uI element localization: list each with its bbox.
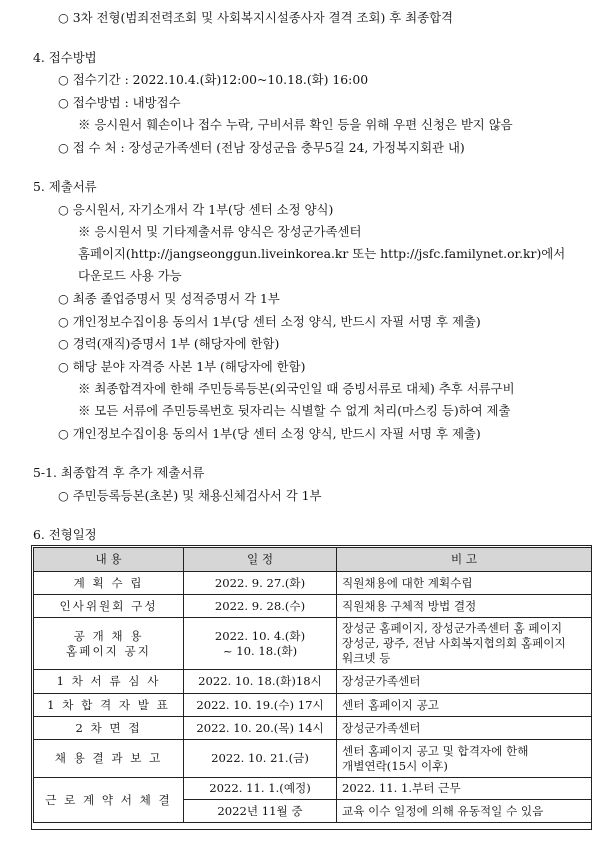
table-row: [34, 670, 592, 694]
row-note: [337, 740, 592, 778]
row-date: 2022. 9. 27.(화): [184, 572, 337, 595]
row-note: 교육 이수 일정에 의해 유동적일 수 있음: [337, 800, 592, 823]
row-item: 1 차 서 류 심 사: [34, 670, 184, 694]
row-note: 장성군가족센터: [337, 717, 592, 740]
row-date: 2022. 10. 18.(화)18시: [184, 670, 337, 694]
row-date: 2022. 10. 20.(목) 14시: [184, 717, 337, 740]
table-row: [34, 618, 592, 670]
doc-masking-note: ※ 모든 서류에 주민등록번호 뒷자리는 식별할 수 없게 처리(마스킹 등)하여 제출: [78, 403, 511, 418]
row-note-line: 장성군, 광주, 전남 사회복지협의회 홈페이지: [342, 636, 566, 650]
section-5-1-heading: 5-1. 최종합격 후 추가 제출서류: [33, 465, 205, 480]
apply-place: ○ 접 수 처 : 장성군가족센터 (전남 장성군읍 충무5길 24, 가정복지회관 내): [58, 140, 465, 155]
table-row: [34, 778, 592, 800]
doc-additional: ○ 주민등록등본(초본) 및 채용신체검사서 각 1부: [58, 488, 322, 503]
row-date: 2022. 10. 19.(수) 17시: [184, 694, 337, 717]
step3-line: ○ 3차 전형(범죄전력조회 및 사회복지시설종사자 결격 조회) 후 최종합격: [58, 10, 454, 25]
section-6-heading: 6. 전형일정: [33, 527, 97, 542]
row-note-line: 장성군 홈페이지, 장성군가족센터 홈 페이지: [342, 621, 563, 635]
doc-privacy-consent: ○ 개인정보수집이용 동의서 1부(당 센터 소정 양식, 반드시 자필 서명 후 제출): [58, 314, 481, 329]
row-date: 2022. 10. 21.(금): [184, 740, 337, 778]
row-note: 직원채용 구체적 방법 결정: [337, 595, 592, 618]
row-item: 계 획 수 립: [34, 572, 184, 595]
doc-diploma: ○ 최종 졸업증명서 및 성적증명서 각 1부: [58, 291, 280, 306]
table-header-row: [34, 548, 592, 572]
apply-method: ○ 접수방법 : 내방접수: [58, 95, 181, 110]
table-row: [34, 740, 592, 778]
row-note: 센터 홈페이지 공고: [337, 694, 592, 717]
header-date: 일 정: [184, 548, 337, 572]
doc-career: ○ 경력(재직)증명서 1부 (해당자에 한함): [58, 336, 280, 351]
row-item: 채 용 결 과 보 고: [34, 740, 184, 778]
section-4-heading: 4. 접수방법: [33, 50, 97, 65]
row-date-line: 2022. 10. 4.(화): [214, 628, 306, 643]
header-note: 비 고: [337, 548, 592, 572]
row-note: [337, 618, 592, 670]
table-row: [34, 717, 592, 740]
doc-form-note: ※ 응시원서 및 기타제출서류 양식은 장성군가족센터: [78, 224, 362, 239]
row-item-line: 홈페이지 공지: [66, 643, 151, 658]
row-date: 2022. 11. 1.(예정): [184, 778, 337, 800]
header-item: 내 용: [34, 548, 184, 572]
doc-download-note: 다운로드 사용 가능: [78, 268, 182, 283]
table-row: [34, 572, 592, 595]
doc-application: ○ 응시원서, 자기소개서 각 1부(당 센터 소정 양식): [58, 202, 334, 217]
row-date-line: ~ 10. 18.(화): [222, 643, 298, 658]
row-date: 2022. 9. 28.(수): [184, 595, 337, 618]
row-note: 2022. 11. 1.부터 근무: [337, 778, 592, 800]
row-item: [34, 618, 184, 670]
doc-license: ○ 해당 분야 자격증 사본 1부 (해당자에 한함): [58, 359, 306, 374]
section-5-heading: 5. 제출서류: [33, 179, 97, 194]
row-date: [184, 618, 337, 670]
row-note-line: 개별연락(15시 이후): [342, 758, 448, 773]
row-note: 장성군가족센터: [337, 670, 592, 694]
row-item: 근 로 계 약 서 체 결: [34, 778, 184, 823]
doc-homepage-link[interactable]: 홈페이지(http://jangseonggun.liveinkorea.kr 또는 http://jsfc.familynet.or.kr)에서: [78, 246, 566, 261]
table-row: [34, 595, 592, 618]
apply-period: ○ 접수기간 : 2022.10.4.(화)12:00~10.18.(화) 16:00: [58, 72, 369, 87]
table-row: [34, 694, 592, 717]
row-item: 2 차 면 접: [34, 717, 184, 740]
row-note-line: 센터 홈페이지 공고 및 합격자에 한해: [342, 743, 529, 758]
row-note: 직원채용에 대한 계획수립: [337, 572, 592, 595]
row-item-line: 공 개 채 용: [73, 628, 144, 643]
row-note-line: 워크넷 등: [342, 651, 391, 665]
doc-privacy-consent-2: ○ 개인정보수집이용 동의서 1부(당 센터 소정 양식, 반드시 자필 서명 후 제출): [58, 426, 481, 441]
row-item: 1 차 합 격 자 발 표: [34, 694, 184, 717]
row-item: 인사위원회 구성: [34, 595, 184, 618]
apply-note: ※ 응시원서 훼손이나 접수 누락, 구비서류 확인 등을 위해 우편 신청은 받지 않음: [78, 117, 513, 132]
schedule-table: [33, 547, 592, 823]
doc-resident-note: ※ 최종합격자에 한해 주민등록등본(외국인일 때 증빙서류로 대체) 추후 서류구비: [78, 381, 515, 396]
row-date: 2022년 11월 중: [184, 800, 337, 823]
